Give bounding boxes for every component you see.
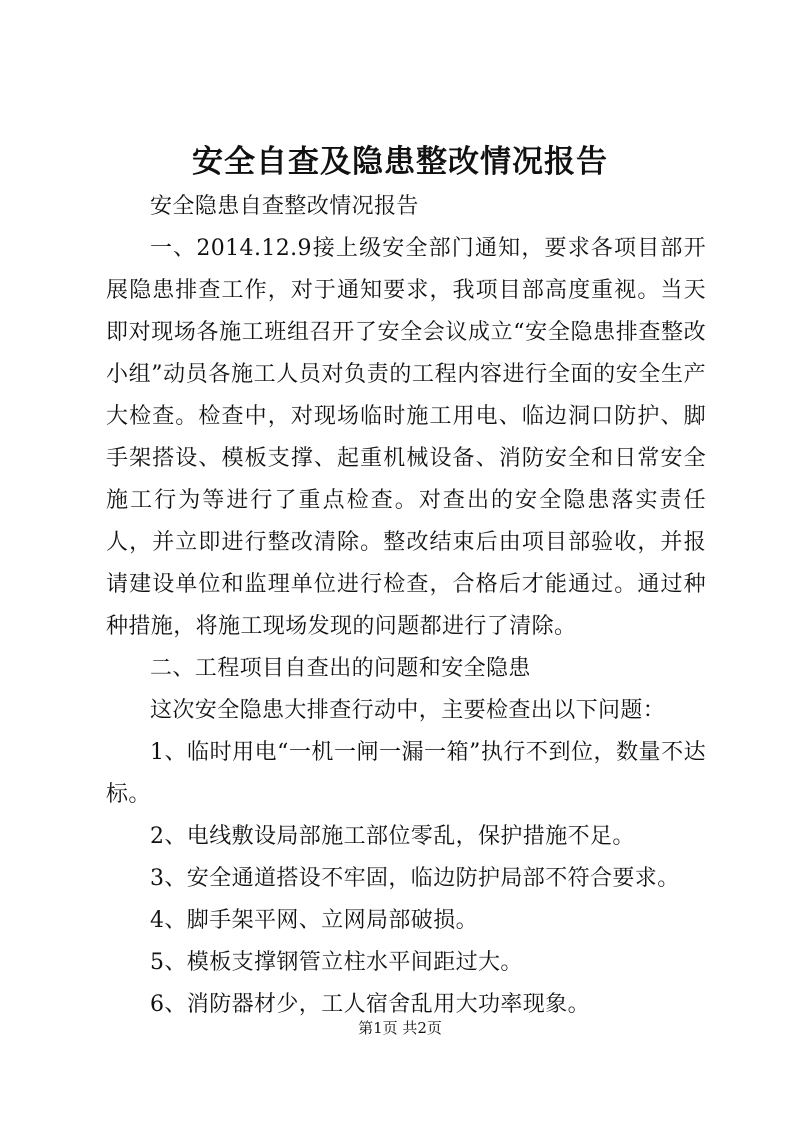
paragraph-section-one: 一、2014.12.9接上级安全部门通知，要求各项目部开展隐患排查工作，对于通知要求，我项目部高度重视。当天即对现场各施工班组召开了安全会议成立“安全隐患排查整改小组”动员各施工人员对负责的工程内容进行全面的安全生产大检查。检查中，对现场临时施工用电、临边洞口防护、脚手架搭设、模板支撑、起重机械设备、消防安全和日常安全施工行为等进行了重点检查。对查出的安全隐患落实责任人，并立即进行整改清除。整改结束后由项目部验收，并报请建设单位和监理单位进行检查，合格后才能通过。通过种种措施，将施工现场发现的问题都进行了清除。 <box>106 236 706 639</box>
paragraph-section-two-heading: 二、工程项目自查出的问题和安全隐患 <box>150 656 531 681</box>
paragraph-intro-issues: 这次安全隐患大排查行动中，主要检查出以下问题： <box>150 698 666 723</box>
list-item-issue-4: 4、脚手架平网、立网局部破损。 <box>150 908 478 933</box>
list-item-issue-2: 2、电线敷设局部施工部位零乱，保护措施不足。 <box>150 824 635 849</box>
document-title: 安全自查及隐患整改情况报告 <box>192 144 608 180</box>
page-number-footer: 第1页 共2页 <box>358 1019 442 1037</box>
list-item-issue-3: 3、安全通道搭设不牢固，临边防护局部不符合要求。 <box>150 866 680 891</box>
document-body <box>106 186 706 1026</box>
paragraph-subtitle: 安全隐患自查整改情况报告 <box>150 194 419 219</box>
list-item-issue-5: 5、模板支撑钢管立柱水平间距过大。 <box>150 950 523 975</box>
list-item-issue-6: 6、消防器材少，工人宿舍乱用大功率现象。 <box>150 992 590 1017</box>
list-item-issue-1: 1、临时用电“一机一闸一漏一箱”执行不到位，数量不达标。 <box>106 740 706 807</box>
